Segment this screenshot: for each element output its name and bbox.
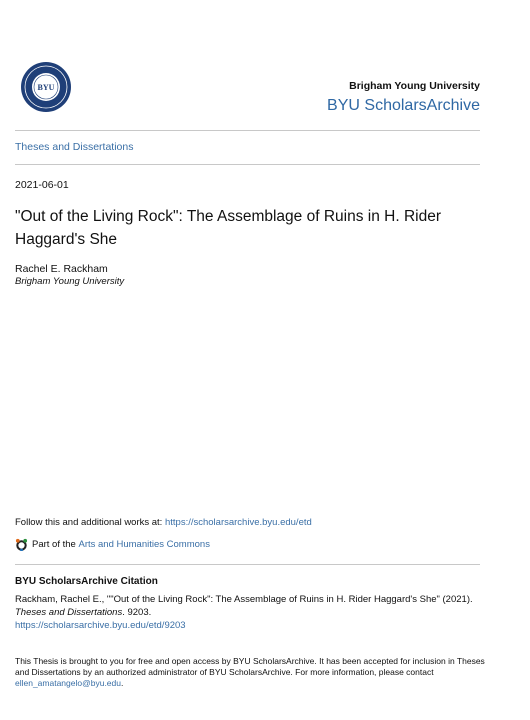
citation-block <box>15 593 485 632</box>
divider-series <box>15 164 480 165</box>
thesis-title: "Out of the Living Rock": The Assemblage of Ruins in H. Rider Haggard's She <box>15 208 441 248</box>
commons-link[interactable]: Arts and Humanities Commons <box>78 539 210 550</box>
citation-text: Rackham, Rachel E., ""Out of the Living Rock": The Assemblage of Ruins in H. Rider Haggard's She" (2021). <box>15 594 473 605</box>
citation-url-link[interactable]: https://scholarsarchive.byu.edu/etd/9203 <box>15 620 186 631</box>
access-notice <box>15 656 485 689</box>
divider-citation <box>15 564 480 565</box>
notice-end: . <box>120 678 124 688</box>
citation-journal: Theses and Dissertations <box>15 607 123 618</box>
author-name: Rachel E. Rackham <box>15 263 108 275</box>
seal-text: BYU <box>37 83 55 92</box>
part-of-prefix: Part of the <box>32 539 76 550</box>
divider-top <box>15 130 480 131</box>
part-of-line <box>15 538 210 551</box>
author-affiliation: Brigham Young University <box>15 276 125 287</box>
university-name: Brigham Young University <box>349 80 480 92</box>
byu-seal-logo <box>20 61 72 113</box>
contact-email-link[interactable]: ellen_amatangelo@byu.edu <box>15 678 121 688</box>
notice-text: This Thesis is brought to you for free and open access by BYU ScholarsArchive. It has been accepted for inclusion in Theses and Dissertations by an authorized administrator of BYU ScholarsArchive. For more information, please contact <box>15 656 485 677</box>
citation-heading: BYU ScholarsArchive Citation <box>15 576 158 587</box>
follow-prefix: Follow this and additional works at: <box>15 517 165 528</box>
follow-url-link[interactable]: https://scholarsarchive.byu.edu/etd <box>164 517 312 528</box>
network-icon <box>15 538 28 551</box>
series-link[interactable]: Theses and Dissertations <box>15 141 134 153</box>
archive-name-link[interactable]: BYU ScholarsArchive <box>327 97 480 114</box>
follow-line <box>15 517 312 528</box>
citation-number: . 9203. <box>122 607 152 618</box>
publication-date: 2021-06-01 <box>15 179 69 191</box>
